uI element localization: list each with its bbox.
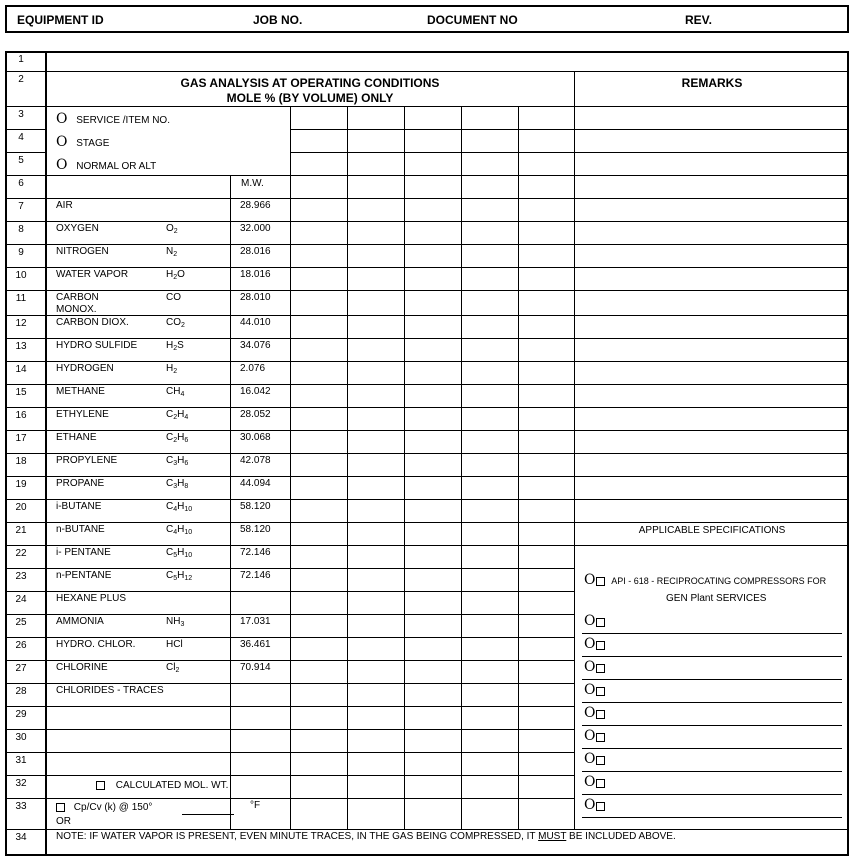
radio-circle-icon[interactable]: O xyxy=(584,705,596,721)
spec-option[interactable] xyxy=(584,613,605,629)
gas-formula: $C_3H_8$ xyxy=(166,478,189,490)
service-option[interactable] xyxy=(56,111,170,127)
row-number: 18 xyxy=(15,456,27,467)
gas-formula: $H_2S$ xyxy=(166,340,184,352)
row-number: 30 xyxy=(15,732,27,743)
gas-mw: 28.010 xyxy=(240,292,271,303)
row-number: 19 xyxy=(15,479,27,490)
radio-circle-icon[interactable]: O xyxy=(584,774,596,790)
gas-formula: $CO_2$ xyxy=(166,317,185,329)
row-number: 32 xyxy=(15,778,27,789)
row-number: 6 xyxy=(18,178,24,189)
gas-mw: 28.016 xyxy=(240,246,271,257)
row-number: 10 xyxy=(15,270,27,281)
gas-formula: $H_2$ xyxy=(166,363,178,375)
checkbox-icon[interactable] xyxy=(596,641,605,650)
spec-line xyxy=(582,656,842,657)
gas-formula: HCl xyxy=(166,639,183,650)
gas-mw: 70.914 xyxy=(240,662,271,673)
row-number: 11 xyxy=(15,293,27,304)
spec-option[interactable] xyxy=(584,728,605,744)
row-number: 25 xyxy=(15,617,27,628)
row-line xyxy=(290,129,849,130)
column-line xyxy=(518,106,519,829)
spec-option[interactable] xyxy=(584,705,605,721)
row-line xyxy=(5,129,46,130)
gas-name-line2: MONOX. xyxy=(56,304,97,315)
cpcv-option[interactable] xyxy=(56,802,152,813)
gas-mw: 18.016 xyxy=(240,269,271,280)
gas-formula: $CH_4$ xyxy=(166,386,185,398)
row-number: 22 xyxy=(15,548,27,559)
row-line xyxy=(5,315,849,316)
spec-line xyxy=(582,725,842,726)
equipment-id-label: EQUIPMENT ID xyxy=(17,13,104,27)
normal-label: NORMAL OR ALT xyxy=(76,161,157,172)
row-line xyxy=(5,545,849,546)
row-number: 13 xyxy=(15,341,27,352)
gas-formula: $N_2$ xyxy=(166,246,178,258)
gas-name: CHLORIDES - TRACES xyxy=(56,685,164,696)
mw-column-line xyxy=(230,175,231,829)
spec-option[interactable] xyxy=(584,774,605,790)
radio-circle-icon[interactable]: O xyxy=(56,111,68,127)
radio-circle-icon[interactable]: O xyxy=(584,797,596,813)
row-number: 7 xyxy=(18,201,24,212)
cpcv-input-line[interactable] xyxy=(182,814,234,815)
row-number: 15 xyxy=(15,387,27,398)
gas-formula: CO xyxy=(166,292,181,303)
row-number: 34 xyxy=(15,832,27,843)
gas-formula: $C_4H_{10}$ xyxy=(166,501,193,513)
api-line1: API - 618 - RECIPROCATING COMPRESSORS FOR xyxy=(611,576,827,586)
gas-name: HYDROGEN xyxy=(56,363,114,374)
gas-mw: 42.078 xyxy=(240,455,271,466)
checkbox-icon[interactable] xyxy=(596,664,605,673)
service-label: SERVICE /ITEM NO. xyxy=(76,115,170,126)
gas-name: ETHYLENE xyxy=(56,409,109,420)
row-number: 24 xyxy=(15,594,27,605)
applicable-specs-heading: APPLICABLE SPECIFICATIONS xyxy=(638,525,786,536)
column-line xyxy=(290,106,291,829)
gas-name: CARBON DIOX. xyxy=(56,317,129,328)
gas-name: NITROGEN xyxy=(56,246,109,257)
checkbox-icon[interactable] xyxy=(596,618,605,627)
row-number: 8 xyxy=(18,224,24,235)
row-number: 14 xyxy=(15,364,27,375)
spec-option[interactable] xyxy=(584,636,605,652)
gas-mw: 36.461 xyxy=(240,639,271,650)
form-title-line1: GAS ANALYSIS AT OPERATING CONDITIONS xyxy=(180,76,440,90)
row-line xyxy=(5,476,849,477)
gas-formula: $C_4H_{10}$ xyxy=(166,524,193,536)
checkbox-icon[interactable] xyxy=(596,710,605,719)
row-number: 9 xyxy=(18,247,24,258)
gas-name: METHANE xyxy=(56,386,105,397)
form-title-line2: MOLE % (BY VOLUME) ONLY xyxy=(226,91,394,105)
row-number: 16 xyxy=(15,410,27,421)
cpcv-label: Cp/Cv (k) @ 150° xyxy=(73,802,153,813)
radio-circle-icon[interactable]: O xyxy=(584,572,596,588)
row-line xyxy=(5,267,849,268)
gas-name: HEXANE PLUS xyxy=(56,593,127,604)
gas-formula: $H_2O$ xyxy=(166,269,185,281)
checkbox-icon[interactable] xyxy=(596,577,605,586)
row-line xyxy=(5,106,849,107)
gas-formula: $C_2H_6$ xyxy=(166,432,189,444)
document-no-label: DOCUMENT NO xyxy=(427,13,518,27)
row-line xyxy=(5,361,849,362)
spec-line xyxy=(582,794,842,795)
spec-option[interactable] xyxy=(584,659,605,675)
gas-mw: 32.000 xyxy=(240,223,271,234)
gas-name: HYDRO. CHLOR. xyxy=(56,639,136,650)
deg-f-label: °F xyxy=(250,800,261,811)
gas-name: CHLORINE xyxy=(56,662,108,673)
checkbox-icon[interactable] xyxy=(596,756,605,765)
gas-mw: 30.068 xyxy=(240,432,271,443)
row-number: 21 xyxy=(15,525,27,536)
spec-line xyxy=(582,817,842,818)
gas-mw: 72.146 xyxy=(240,547,271,558)
row-line xyxy=(5,338,849,339)
gas-name: ETHANE xyxy=(56,432,97,443)
job-no-label: JOB NO. xyxy=(253,13,303,27)
gas-mw: 72.146 xyxy=(240,570,271,581)
stage-label: STAGE xyxy=(76,138,110,149)
row-line xyxy=(5,198,849,199)
row-number: 31 xyxy=(15,755,27,766)
gas-name: PROPANE xyxy=(56,478,105,489)
spec-line xyxy=(582,702,842,703)
api-618-spec[interactable] xyxy=(584,572,826,588)
header-bar xyxy=(5,5,849,33)
row-line xyxy=(5,522,849,523)
gas-formula: $C_5H_{10}$ xyxy=(166,547,193,559)
row-line xyxy=(290,152,849,153)
gas-name: PROPYLENE xyxy=(56,455,118,466)
gas-formula: $O_2$ xyxy=(166,223,178,235)
mw-header: M.W. xyxy=(241,178,264,189)
column-line xyxy=(347,106,348,829)
gas-formula: $NH_3$ xyxy=(166,616,185,628)
gas-mw: 2.076 xyxy=(240,363,266,374)
gas-name: HYDRO SULFIDE xyxy=(56,340,138,351)
row-line xyxy=(5,71,849,72)
gas-mw: 34.076 xyxy=(240,340,271,351)
gas-formula: $C_3H_6$ xyxy=(166,455,189,467)
radio-circle-icon[interactable]: O xyxy=(584,751,596,767)
column-line xyxy=(461,106,462,829)
stage-option[interactable] xyxy=(56,134,109,150)
radio-circle-icon[interactable]: O xyxy=(584,636,596,652)
row-line xyxy=(5,244,849,245)
gas-name: n-PENTANE xyxy=(56,570,112,581)
spec-line xyxy=(582,771,842,772)
radio-circle-icon[interactable]: O xyxy=(584,659,596,675)
row-line xyxy=(5,384,849,385)
spec-option[interactable] xyxy=(584,797,605,813)
gas-name: n-BUTANE xyxy=(56,524,105,535)
row-line xyxy=(5,430,849,431)
spec-line xyxy=(582,679,842,680)
gas-mw: 44.094 xyxy=(240,478,271,489)
gas-mw: 28.966 xyxy=(240,200,271,211)
gas-name: i- PENTANE xyxy=(56,547,111,558)
row-number: 27 xyxy=(15,663,27,674)
rev-label: REV. xyxy=(685,13,712,27)
checkbox-icon[interactable] xyxy=(56,803,65,812)
checkbox-icon[interactable] xyxy=(596,802,605,811)
or-label: OR xyxy=(56,816,71,827)
row-line xyxy=(5,407,849,408)
gas-formula: $C_5H_{12}$ xyxy=(166,570,193,582)
row-number: 4 xyxy=(18,132,24,143)
column-line xyxy=(404,106,405,829)
row-line xyxy=(5,221,849,222)
checkbox-icon[interactable] xyxy=(596,779,605,788)
gas-name: CARBON xyxy=(56,292,99,303)
radio-circle-icon[interactable]: O xyxy=(584,728,596,744)
gas-mw: 17.031 xyxy=(240,616,271,627)
row-line xyxy=(5,499,849,500)
gas-formula: $Cl_2$ xyxy=(166,662,180,674)
row-line xyxy=(5,290,849,291)
row-number: 5 xyxy=(18,155,24,166)
checkbox-icon[interactable] xyxy=(596,733,605,742)
radio-circle-icon[interactable]: O xyxy=(584,682,596,698)
water-vapor-note: NOTE: IF WATER VAPOR IS PRESENT, EVEN MINUTE TRACES, IN THE GAS BEING COMPRESSED, IT MUST BE INCLUDED ABOVE. xyxy=(56,831,676,842)
gas-name: AIR xyxy=(56,200,73,211)
row-line xyxy=(5,453,849,454)
row-number: 20 xyxy=(15,502,27,513)
gas-mw: 44.010 xyxy=(240,317,271,328)
api-line2: GEN Plant SERVICES xyxy=(666,593,767,604)
spec-line xyxy=(582,748,842,749)
row-line xyxy=(5,829,849,830)
calc-mol-wt-label: CALCULATED MOL. WT. xyxy=(115,780,229,791)
gas-name: AMMONIA xyxy=(56,616,104,627)
row-number: 29 xyxy=(15,709,27,720)
gas-formula: $C_2H_4$ xyxy=(166,409,189,421)
checkbox-icon[interactable] xyxy=(596,687,605,696)
spec-option[interactable] xyxy=(584,682,605,698)
gas-mw: 58.120 xyxy=(240,501,271,512)
calc-mol-wt-option[interactable] xyxy=(96,780,228,791)
row-number: 17 xyxy=(15,433,27,444)
gas-mw: 58.120 xyxy=(240,524,271,535)
spec-line xyxy=(582,633,842,634)
checkbox-icon[interactable] xyxy=(96,781,105,790)
row-number: 33 xyxy=(15,801,27,812)
normal-option[interactable] xyxy=(56,157,156,173)
radio-circle-icon[interactable]: O xyxy=(584,613,596,629)
radio-circle-icon[interactable]: O xyxy=(56,134,68,150)
gas-name: WATER VAPOR xyxy=(56,269,129,280)
row-line xyxy=(5,152,46,153)
remarks-heading: REMARKS xyxy=(681,76,743,90)
gas-name: OXYGEN xyxy=(56,223,99,234)
row-number: 12 xyxy=(15,318,27,329)
radio-circle-icon[interactable]: O xyxy=(56,157,68,173)
row-number: 3 xyxy=(18,109,24,120)
row-number: 26 xyxy=(15,640,27,651)
gas-name: i-BUTANE xyxy=(56,501,102,512)
gas-mw: 16.042 xyxy=(240,386,271,397)
row-number: 1 xyxy=(18,54,24,65)
row-number: 23 xyxy=(15,571,27,582)
remarks-divider xyxy=(574,71,575,829)
row-line xyxy=(5,175,849,176)
row-number: 28 xyxy=(15,686,27,697)
spec-option[interactable] xyxy=(584,751,605,767)
gas-mw: 28.052 xyxy=(240,409,271,420)
row-number: 2 xyxy=(18,74,24,85)
